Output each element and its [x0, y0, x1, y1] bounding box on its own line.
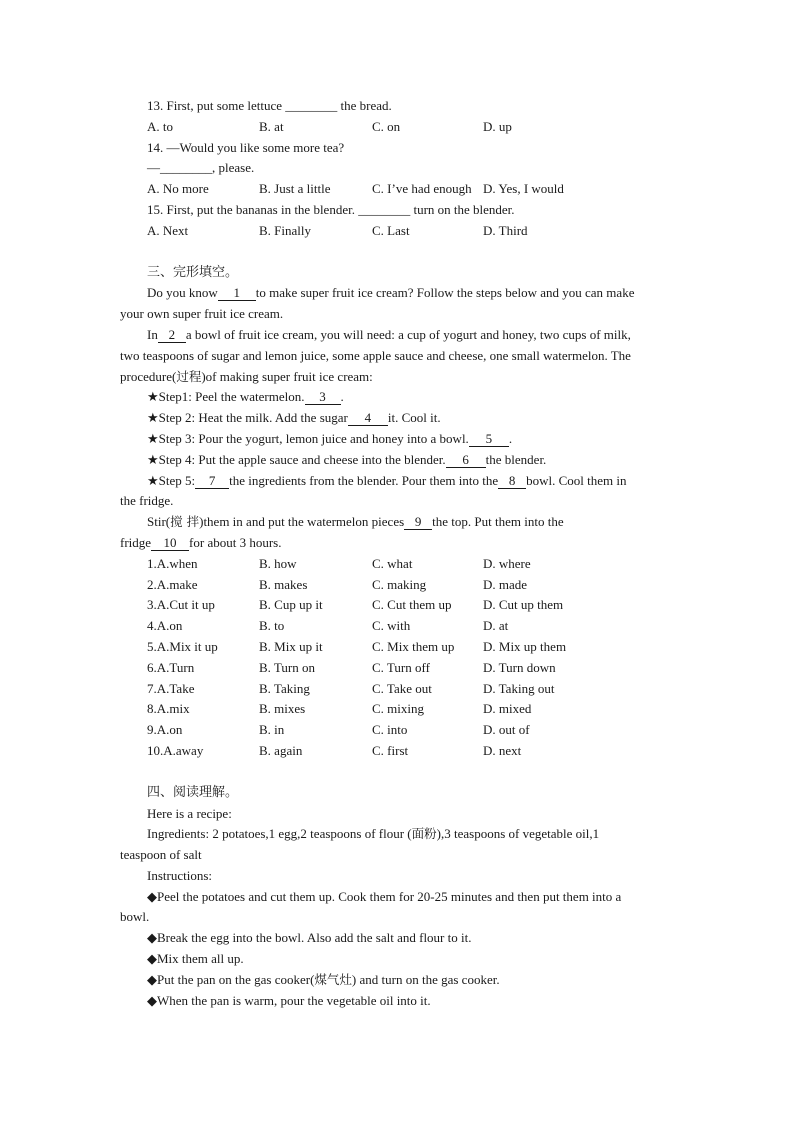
q13-option-c: C. on — [372, 118, 401, 134]
choice-option: 5.A.Mix it up — [147, 638, 218, 654]
instruction-5: ◆When the pan is warm, pour the vegetable oil into it. — [147, 992, 431, 1008]
choice-option: C. with — [372, 618, 411, 634]
q13-option-b: B. at — [259, 118, 284, 134]
step-2: ★Step 2: Heat the milk. Add the sugar 4 it. Cool it. — [147, 410, 441, 426]
instruction-1-line2: bowl. — [120, 909, 150, 925]
choice-option: D. at — [483, 618, 509, 634]
blank-2: 2 — [158, 327, 186, 343]
blank-3: 3 — [305, 389, 341, 405]
blank-8: 8 — [498, 473, 526, 489]
step-5: ★Step 5: 7 the ingredients from the blender. Pour them into the 8 bowl. Cool them in — [147, 472, 627, 488]
stir-line: Stir(搅 拌)them in and put the watermelon pieces 9 the top. Put them into the — [147, 514, 564, 530]
choice-row — [120, 616, 674, 637]
choice-option: C. Mix them up — [372, 638, 455, 654]
choice-option: B. how — [259, 555, 297, 571]
instruction-4: ◆Put the pan on the gas cooker(煤气灶) and turn on the gas cooker. — [147, 971, 500, 987]
step-3: ★Step 3: Pour the yogurt, lemon juice and honey into a bowl. 5 . — [147, 430, 513, 446]
blank-7: 7 — [195, 473, 229, 489]
instruction-2: ◆Break the egg into the bowl. Also add the salt and flour to it. — [147, 930, 472, 946]
q13-stem: 13. First, put some lettuce ________ the bread. — [147, 98, 392, 113]
choice-option: 6.A.Turn — [147, 659, 195, 675]
q15-option-d: D. Third — [483, 222, 528, 238]
q15-options — [120, 221, 674, 242]
q14-reply: —________, please. — [147, 160, 255, 176]
q14-stem: 14. —Would you like some more tea? — [147, 139, 345, 155]
q14-option-b: B. Just a little — [259, 181, 331, 197]
choice-option: 3.A.Cut it up — [147, 597, 215, 613]
ingredients-line1: Ingredients: 2 potatoes,1 egg,2 teaspoons of flour (面粉),3 teaspoons of vegetable oil,1 — [147, 826, 600, 842]
choice-option: D. next — [483, 742, 522, 758]
blank-4: 4 — [348, 410, 388, 426]
choice-option: C. what — [372, 555, 413, 571]
choice-option: D. Turn down — [483, 659, 556, 675]
cloze-choices — [120, 554, 674, 762]
q15-stem: 15. First, put the bananas in the blender. ________ turn on the blender. — [147, 201, 515, 217]
choice-option: C. making — [372, 576, 427, 592]
q14-option-a: A. No more — [147, 181, 209, 197]
choice-option: C. Turn off — [372, 659, 430, 675]
choice-option: D. Mix up them — [483, 638, 567, 654]
choice-option: B. Cup up it — [259, 597, 323, 613]
choice-option: C. Take out — [372, 680, 432, 696]
blank-9: 9 — [404, 514, 432, 530]
choice-row — [120, 595, 674, 616]
cloze-para1-line2: your own super fruit ice cream. — [120, 306, 284, 322]
choice-option: C. mixing — [372, 701, 425, 717]
instruction-3: ◆Mix them all up. — [147, 951, 244, 967]
choice-row — [120, 575, 674, 596]
choice-option: 10.A.away — [147, 742, 204, 758]
choice-row — [120, 637, 674, 658]
choice-option: D. Cut up them — [483, 597, 564, 613]
choice-option: 8.A.mix — [147, 701, 190, 717]
q15-option-a: A. Next — [147, 222, 189, 238]
fridge-line: fridge 10 for about 3 hours. — [120, 534, 282, 550]
q14-option-c: C. I’ve had enough — [372, 181, 472, 197]
choice-option: C. first — [372, 742, 409, 758]
q15-option-b: B. Finally — [259, 222, 312, 238]
choice-option: D. out of — [483, 722, 530, 738]
instruction-1: ◆Peel the potatoes and cut them up. Cook them for 20-25 minutes and then put them into a — [147, 888, 622, 904]
choice-option: B. makes — [259, 576, 308, 592]
q15-option-c: C. Last — [372, 222, 410, 238]
cloze-para2-line2: two teaspoons of sugar and lemon juice, some apple sauce and cheese, one small watermelon. The — [120, 347, 631, 363]
choice-option: B. to — [259, 618, 285, 634]
choice-option: D. mixed — [483, 701, 532, 717]
choice-option: D. made — [483, 576, 528, 592]
blank-10: 10 — [151, 535, 189, 551]
cloze-para2-line1: In 2 a bowl of fruit ice cream, you will need: a cup of yogurt and honey, two cups of milk, — [147, 326, 631, 342]
recipe-intro: Here is a recipe: — [147, 805, 232, 821]
q14-options — [120, 179, 674, 200]
choice-option: D. Taking out — [483, 680, 555, 696]
ingredients-line2: teaspoon of salt — [120, 847, 202, 863]
step-4: ★Step 4: Put the apple sauce and cheese into the blender. 6 the blender. — [147, 451, 547, 467]
choice-row — [120, 741, 674, 762]
choice-option: 2.A.make — [147, 576, 198, 592]
cloze-para2-line3: procedure(过程)of making super fruit ice cream: — [120, 368, 373, 384]
choice-option: 7.A.Take — [147, 680, 195, 696]
choice-option: B. in — [259, 722, 285, 738]
q13-option-d: D. up — [483, 118, 512, 134]
section3-title: 三、完形填空。 — [147, 264, 239, 280]
worksheet-page — [120, 96, 674, 1011]
choice-option: B. again — [259, 742, 303, 758]
instructions-label: Instructions: — [147, 867, 212, 883]
cloze-para1-line1: Do you know 1 to make super fruit ice cream? Follow the steps below and you can make — [147, 285, 635, 301]
choice-option: C. Cut them up — [372, 597, 452, 613]
choice-row — [120, 554, 674, 575]
choice-option: B. Turn on — [259, 659, 315, 675]
choice-row — [120, 658, 674, 679]
choice-row — [120, 720, 674, 741]
choice-option: 4.A.on — [147, 618, 183, 634]
choice-option: B. mixes — [259, 701, 306, 717]
choice-option: B. Mix up it — [259, 638, 323, 654]
choice-option: D. where — [483, 555, 531, 571]
section4-title: 四、阅读理解。 — [147, 784, 239, 800]
choice-option: C. into — [372, 722, 408, 738]
blank-5: 5 — [469, 431, 509, 447]
q14-option-d: D. Yes, I would — [483, 181, 564, 197]
choice-option: B. Taking — [259, 680, 310, 696]
q13-options — [120, 117, 674, 138]
blank-1: 1 — [218, 285, 256, 301]
blank-6: 6 — [446, 452, 486, 468]
q13-option-a: A. to — [147, 118, 173, 134]
choice-option: 1.A.when — [147, 555, 198, 571]
choice-row — [120, 679, 674, 700]
choice-option: 9.A.on — [147, 722, 183, 738]
step-1: ★Step1: Peel the watermelon. 3 . — [147, 389, 344, 405]
step-5-line2: the fridge. — [120, 493, 174, 509]
choice-row — [120, 699, 674, 720]
